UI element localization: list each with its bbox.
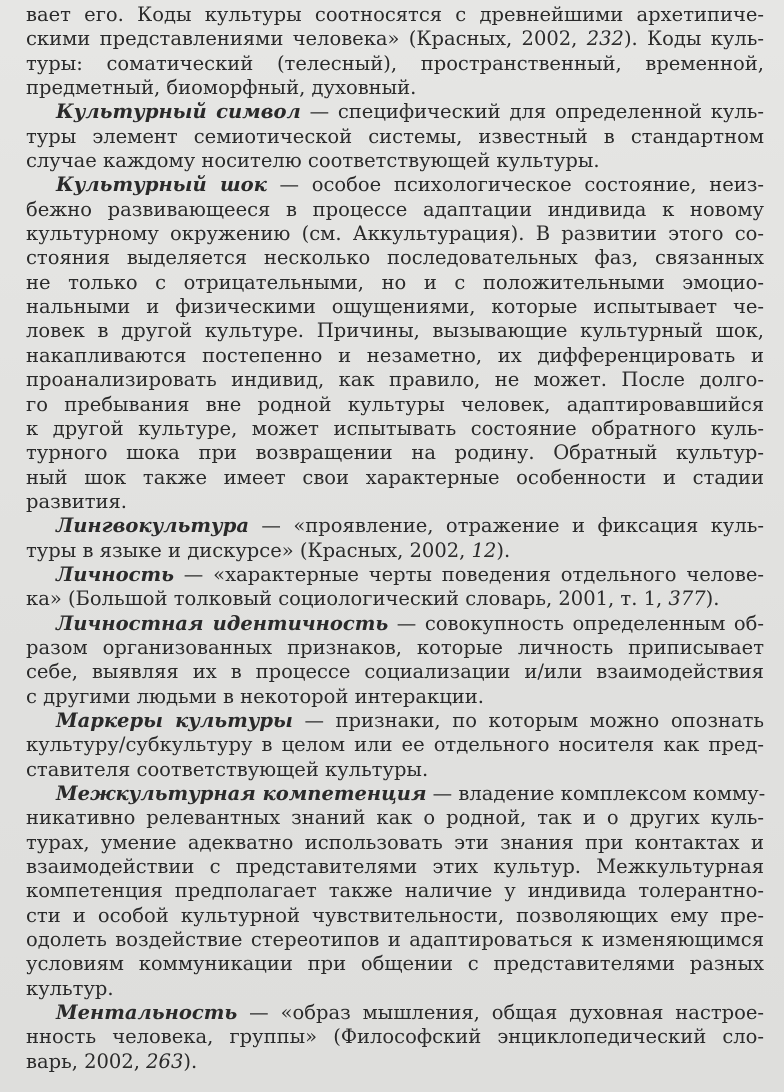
text-segment: го пребывания вне родной культуры человек, адаптировавшийся [26,392,764,416]
text-line [26,27,764,51]
text-segment: — «характерные черты поведения отдельного челове- [173,562,764,586]
text-line [26,904,764,928]
text-segment: — специфический для определенной куль- [300,100,764,124]
entry-term: Культурный шок [56,173,267,197]
text-segment: ). Коды куль- [623,27,764,51]
text-segment: компетенция предполагает также наличие у индивида толерантно- [26,879,764,903]
page-reference: 232 [586,27,624,51]
entry-term: Межкультурная компетенция [56,782,427,805]
entry-term: Ментальность [56,1001,238,1025]
text-line [26,441,764,465]
text-segment: разом организованных признаков, которые личность приписывает [26,635,764,659]
text-line [26,733,764,757]
text-line [26,76,764,100]
text-segment: развития. [26,489,128,513]
text-line [26,636,764,660]
text-line [26,782,764,806]
text-line [26,149,764,173]
text-line [26,125,764,149]
text-line [26,295,764,319]
page-reference: 263 [146,1049,184,1073]
text-segment: к другой культуре, может испытывать состояние обратного куль- [26,416,764,440]
text-line [26,246,764,270]
text-line [26,660,764,684]
text-line [26,319,764,343]
page-reference: 377 [668,587,706,611]
text-line [26,685,764,709]
text-segment: не только с отрицательными, но и с положительными эмоцио- [26,270,764,294]
text-line [26,879,764,903]
text-segment: ловек в другой культуре. Причины, вызывающие культурный шок, [26,319,764,343]
text-line [26,928,764,952]
text-line [26,271,764,295]
text-line [26,563,764,587]
text-line [26,490,764,514]
text-segment: ). [183,1049,198,1073]
text-line [26,393,764,417]
text-segment: с другими людьми в некоторой интеракции. [26,684,484,708]
text-line [26,100,764,124]
text-segment: себе, выявляя их в процессе социализации и/или взаимодействия [26,660,764,684]
text-line [26,3,764,27]
text-segment: — «проявление, отражение и фиксация куль- [248,514,764,538]
text-segment: ). [705,587,720,611]
text-segment: культур. [26,976,114,1000]
text-segment: предметный, биоморфный, духовный. [26,76,417,100]
entry-term: Культурный символ [56,100,301,124]
entry-term: Маркеры культуры [56,708,293,732]
text-line [26,758,764,782]
text-segment: никативно релевантных знаний как о родной, так и о других куль- [26,806,764,830]
text-segment: — признаки, по которым можно опознать [292,708,764,732]
text-segment: ный шок также имеет свои характерные особенности и стадии [26,465,764,489]
text-segment: нность человека, группы» (Философский энциклопедический сло- [26,1025,764,1049]
text-segment: стояния выделяется несколько последовательных фаз, связанных [26,246,764,270]
text-segment: ). [496,538,511,562]
text-segment: скими представлениями человека» (Красных, 2002, [26,27,587,51]
text-segment: — «образ мышления, общая духовная настрое- [237,1001,764,1025]
text-body [26,3,764,1074]
text-line [26,198,764,222]
text-segment: одолеть воздействие стереотипов и адаптироваться к изменяющимся [26,928,764,952]
entry-term: Личность [56,562,174,586]
text-segment: — владение комплексом комму- [426,782,766,805]
text-segment: турах, умение адекватно использовать эти знания при контактах и [26,830,764,854]
text-line [26,587,764,611]
text-line [26,514,764,538]
text-segment: культурному окружению (см. Аккультурация). В развитии этого со- [26,222,764,246]
text-line [26,344,764,368]
text-line [26,952,764,976]
text-line [26,368,764,392]
text-segment: туры элемент семиотической системы, известный в стандартном [26,124,764,148]
text-segment: взаимодействии с представителями этих культур. Межкультурная [26,855,764,879]
text-segment: туры: соматический (телесный), пространственный, временной, [26,51,764,75]
text-segment: бежно развивающееся в процессе адаптации индивида к новому [26,197,764,221]
text-line [26,1025,764,1049]
text-line [26,466,764,490]
text-line [26,1050,764,1074]
text-segment: культуру/субкультуру в целом или ее отдельного носителя как пред- [26,733,764,757]
text-line [26,222,764,246]
text-line [26,709,764,733]
text-segment: проанализировать индивид, как правило, не может. После долго- [26,368,764,392]
text-segment: вает его. Коды культуры соотносятся с древнейшими архетипиче- [26,3,764,26]
text-line [26,52,764,76]
text-line [26,173,764,197]
text-segment: случае каждому носителю соответствующей культуры. [26,149,600,173]
text-line [26,806,764,830]
text-line [26,417,764,441]
entry-term: Личностная идентичность [56,611,389,635]
text-segment: нальными и физическими ощущениями, которые испытывает че- [26,295,764,319]
text-line [26,539,764,563]
text-line [26,612,764,636]
text-line [26,855,764,879]
text-segment: условиям коммуникации при общении с представителями разных [26,952,764,976]
text-segment: — особое психологическое состояние, неиз- [266,173,764,197]
text-segment: сти и особой культурной чувствительности, позволяющих ему пре- [26,903,764,927]
text-line [26,831,764,855]
text-segment: ставителя соответствующей культуры. [26,757,429,781]
text-line [26,1001,764,1025]
text-segment: варь, 2002, [26,1049,147,1073]
page-reference: 12 [471,538,497,562]
text-segment: турного шока при возвращении на родину. Обратный культур- [26,441,764,465]
text-line [26,977,764,1001]
text-segment: туры в языке и дискурсе» (Красных, 2002, [26,538,472,562]
text-segment: накапливаются постепенно и незаметно, их дифференцировать и [26,343,764,367]
text-segment: ка» (Большой толковый социологический словарь, 2001, т. 1, [26,587,669,611]
entry-term: Лингвокультура [56,514,249,538]
text-segment: — совокупность определенным об- [388,611,764,635]
